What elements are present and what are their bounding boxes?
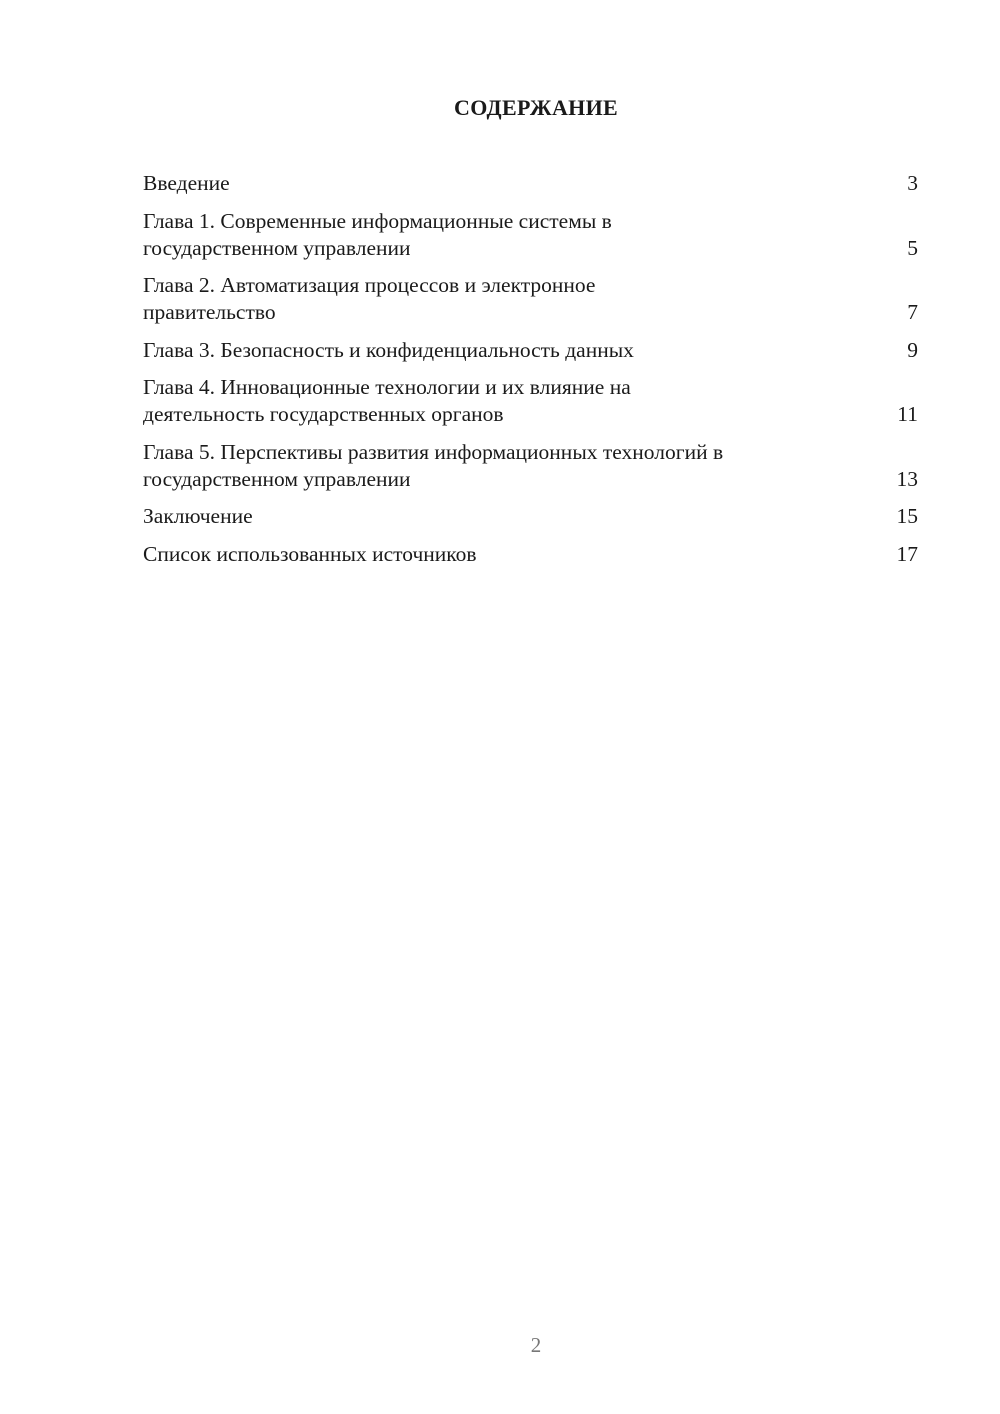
- toc-entry-label: Глава 2. Автоматизация процессов и электронное правительство: [143, 273, 596, 324]
- toc-entry-references: [143, 541, 918, 568]
- toc-entry-label: Глава 1. Современные информационные системы в государственном управлении: [143, 208, 612, 260]
- toc-entry-page: 7: [907, 300, 918, 324]
- toc-entry-page: 9: [907, 337, 918, 362]
- toc-entry-introduction: [143, 170, 918, 197]
- toc-entry-label: Глава 3. Безопасность и конфиденциальность данных: [143, 337, 634, 362]
- toc-entry-chapter-1: [143, 208, 918, 262]
- toc-entry-chapter-5: [143, 439, 918, 493]
- page-title: СОДЕРЖАНИЕ: [454, 95, 618, 120]
- toc-entry-label: Введение: [143, 171, 230, 195]
- toc-entry-page: 11: [897, 402, 918, 426]
- toc-entry-chapter-2: [143, 272, 918, 326]
- toc-entry-chapter-4: [143, 374, 918, 428]
- toc-entry-page: 3: [907, 171, 918, 195]
- page-number: 2: [530, 1333, 542, 1357]
- table-of-contents: [143, 170, 918, 578]
- toc-entry-label: Заключение: [143, 504, 253, 528]
- toc-entry-page: 15: [896, 504, 918, 528]
- toc-entry-page: 13: [896, 466, 918, 491]
- toc-entry-conclusion: [143, 503, 918, 530]
- toc-entry-label: Глава 5. Перспективы развития информационных технологий в государственном управлении: [143, 439, 724, 491]
- toc-entry-label: Глава 4. Инновационные технологии и их влияние на деятельность государственных органов: [143, 375, 631, 426]
- toc-entry-label: Список использованных источников: [143, 541, 477, 566]
- toc-entry-chapter-3: [143, 337, 918, 364]
- toc-entry-page: 17: [896, 541, 918, 566]
- toc-entry-page: 5: [907, 235, 918, 260]
